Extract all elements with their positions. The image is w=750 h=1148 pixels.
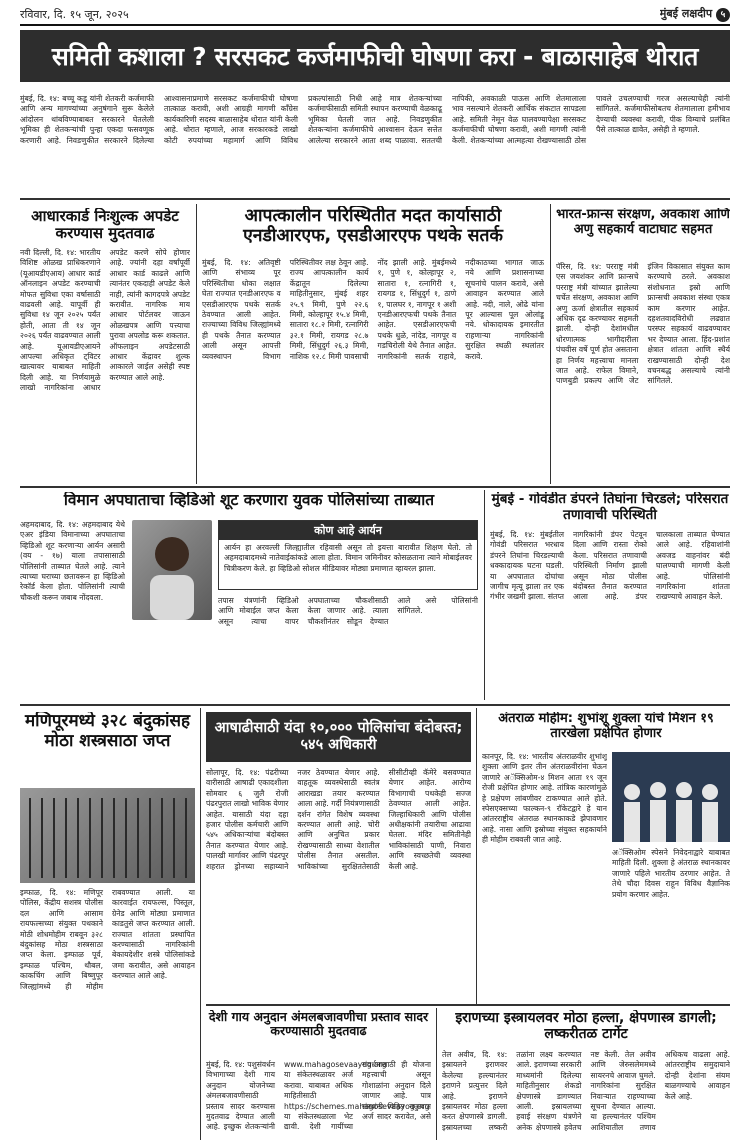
aryan-box [218, 520, 478, 590]
paper-title: मुंबई लक्षदीप [659, 7, 713, 20]
aadhaar-body: नवी दिल्ली, दि. १४: भारतीय विशिष्ट ओळख प्राधिकरणाने (यूआयडीएआय) आधार कार्ड ऑनलाइन अपडेट करण्याची मोफत सुविधा एका वर्षासाठी वाढवली आहे. यापूर्वी ही सुविधा १४ जून २०२५ पर्यंत होती, आता ती १४ जून २०२६ पर्यंत वाढवण्यात आली आहे. यूआयडीएआयने आपल्या अधिकृत ट्विटर खात्यावर याबाबत माहिती दिली आहे. या निर्णयामुळे लाखो नागरिकांना आधार अपडेट करणे सोपे होणार आहे. ज्यांनी दहा वर्षांपूर्वी आधार कार्ड काढले आणि त्यानंतर एकदाही अपडेट केले नाही, त्यांनी कागदपत्रे अपडेट करावीत. नागरिक माय आधार पोर्टलवर जाऊन ओळखपत्र आणि पत्त्याचा पुरावा अपलोड करू शकतात. ऑफलाइन अपडेटसाठी आधार केंद्रावर शुल्क आकारले जाईल असेही स्पष्ट करण्यात आले आहे. [20, 248, 190, 393]
cow-headline: देशी गाय अनुदान अंमलबजावणीचा प्रस्ताव सादर करण्यासाठी मुदतवाढ [208, 1010, 429, 1039]
shukla-headline: अंतराळ मोहीम: शुभांशू शुक्ला यांचे मिशन १९ तारखेला प्रक्षेपित होणार [498, 712, 714, 741]
govandi-body: मुंबई, दि. १४: मुंबईतील गोवंडी परिसरात भरधाव डंपरने तिघांना चिरडल्याची धक्कादायक घटना घडली. या अपघातात दोघांचा जागीच मृत्यू झाला तर एक गंभीर जखमी झाला. संतप्त नागरिकांनी डंपर पेटवून दिला आणि रास्ता रोको केला. परिसरात तणावाची परिस्थिती निर्माण झाली असून मोठा पोलीस बंदोबस्त तैनात करण्यात आला आहे. डंपर चालकाला ताब्यात घेण्यात आले आहे. रहिवाशांनी अवजड वाहनांवर बंदी घालण्याची मागणी केली आहे. पोलिसांनी नागरिकांना शांतता राखण्याचे आवाहन केले. [490, 530, 730, 602]
manipur-headline: मणिपूरमध्ये ३२८ बंदुकांसह मोठा शस्त्रसाठा जप्त [25, 712, 190, 751]
aryan-box-title: कोण आहे आर्यन [219, 521, 477, 540]
divider [196, 204, 197, 484]
aryan-photo [132, 520, 212, 620]
divider [484, 490, 485, 700]
shukla-body-2: अॅक्सिओम स्पेसने निवेदनाद्वारे याबाबत माहिती दिली. शुक्ला हे अंतराळ स्थानकावर जाणारे पहिले भारतीय ठरणार आहेत. ते तेथे चौदा दिवस राहून विविध वैज्ञानिक प्रयोग करणार आहेत. [612, 848, 730, 899]
divider [20, 486, 730, 488]
ashadhi-body: सोलापूर, दि. १४: पंढरीच्या वारीसाठी आषाढी एकादशीला सोमवार ६ जुलै रोजी पंढरपुरात लाखो भाविक येणार आहेत. यासाठी यंदा दहा हजार पोलीस कर्मचारी आणि ५४५ अधिकाऱ्यांचा बंदोबस्त तैनात करण्यात येणार आहे. पालखी मार्गावर आणि पंढरपूर शहरात ड्रोनच्या सहाय्याने नजर ठेवण्यात येणार आहे. वाहतूक व्यवस्थेसाठी स्वतंत्र आराखडा तयार करण्यात आला आहे. गर्दी नियंत्रणासाठी दर्शन रांगेत विशेष व्यवस्था करण्यात आली आहे. चोरी आणि अनुचित प्रकार रोखण्यासाठी साध्या वेशातील पोलीस तैनात असतील. भाविकांच्या सुरक्षिततेसाठी सीसीटीव्ही कॅमेरे बसवण्यात येणार आहेत. आरोग्य विभागाची पथकेही सज्ज ठेवण्यात आली आहेत. जिल्हाधिकारी आणि पोलीस अधीक्षकांनी तयारीचा आढावा घेतला. मंदिर समितीनेही भाविकांसाठी पाणी, निवारा आणि स्वच्छतेची व्यवस्था केली आहे. [206, 768, 471, 871]
aryan-box-body: आर्यन हा अरवल्ली जिल्ह्यातील रहिवासी असून तो इयत्ता बारावीत शिक्षण घेतो. तो अहमदाबादमध्ये नातेवाईकांकडे आला होता. विमान जमिनीवर कोसळताना त्याने मोबाईलवर चित्रीकरण केले. हा व्हिडिओ सोशल मीडियावर मोठ्या प्रमाणात व्हायरल झाला. [224, 543, 472, 573]
divider [20, 198, 730, 200]
divider [436, 1008, 437, 1140]
iran-body: तेल अवीव, दि. १४: इस्रायलने इराणवर केलेल्या हल्ल्यानंतर इराणने प्रत्युत्तर दिले आहे. इराणने इस्रायलवर मोठा हल्ला करत क्षेपणास्त्रे डागली. इस्रायलच्या लष्करी तळांना लक्ष्य करण्यात आले. इराणच्या सरकारी माध्यमांनी दिलेल्या माहितीनुसार शेकडो क्षेपणास्त्रे डागण्यात आली. इस्रायलच्या हवाई संरक्षण यंत्रणेने अनेक क्षेपणास्त्रे हवेतच नष्ट केली. तेल अवीव आणि जेरुसलेममध्ये सायरनचे आवाज घुमले. नागरिकांना सुरक्षित निवाऱ्यात राहण्याच्या सूचना देण्यात आल्या. या हल्ल्यानंतर पश्चिम आशियातील तणाव अधिकच वाढला आहे. आंतरराष्ट्रीय समुदायाने दोन्ही देशांना संयम बाळगण्याचे आवाहन केले आहे. [442, 1050, 730, 1132]
newspaper-name [660, 6, 730, 22]
govandi-headline: मुंबई - गोवंडीत डंपरने तिघांना चिरडले; परिसरात तणावाची परिस्थिती [491, 492, 729, 523]
divider [200, 708, 201, 1140]
video-headline: विमान अपघाताचा व्हिडिओ शूट करणारा युवक पोलिसांच्या ताब्यात [63, 492, 435, 509]
issue-date: रविवार, दि. १५ जून, २०२५ [20, 8, 129, 21]
divider [20, 704, 730, 706]
video-body: अहमदाबाद, दि. १४: अहमदाबाद येथे एअर इंडिया विमानाच्या अपघाताचा व्हिडिओ शूट करणाऱ्या आर्यन असारी (वय - १७) याला तपासासाठी पोलिसांनी ताब्यात घेतले आहे. त्याने त्याच्या घराच्या छतावरून हा व्हिडिओ रेकॉर्ड केला होता. पोलिसांनी त्याची चौकशी करून जबाब नोंदवला. [20, 520, 125, 602]
manipur-body: इम्फाळ, दि. १४: मणिपूर पोलिस, केंद्रीय सशस्त्र पोलीस दल आणि आसाम रायफल्सच्या संयुक्त पथकाने मोठी शोधमोहीम राबवून ३२८ बंदुकांसह मोठा शस्त्रसाठा जप्त केला. इम्फाळ पूर्व, इम्फाळ पश्चिम, थौबल, काकचिंग आणि बिष्णुपूर जिल्ह्यांमध्ये ही मोहीम राबवण्यात आली. या कारवाईत रायफल्स, पिस्तूल, ग्रेनेड आणि मोठ्या प्रमाणात काडतुसे जप्त करण्यात आली. राज्यात शांतता प्रस्थापित करण्यासाठी नागरिकांनी बेकायदेशीर शस्त्रे पोलिसांकडे जमा करावीत, असे आवाहन करण्यात आले आहे. [20, 888, 195, 991]
weapons-photo [20, 788, 195, 883]
ndrf-body: मुंबई, दि. १४: अतिवृष्टी आणि संभाव्य पूर परिस्थितीचा धोका लक्षात घेता राज्यात एनडीआरएफ व एसडीआरएफ पथके सतर्क ठेवण्यात आली आहेत. राज्याच्या विविध जिल्ह्यांमध्ये ही पथके तैनात करण्यात आली असून आपत्ती व्यवस्थापन विभाग परिस्थितीवर लक्ष ठेवून आहे. राज्य आपत्कालीन कार्य केंद्रातून दिलेल्या माहितीनुसार, मुंबई शहर २५.९ मिमी, पुणे २२.६ मिमी, कोल्हापूर १५.४ मिमी, सातारा १८.२ मिमी, रत्नागिरी ३२.१ मिमी, रायगड २८.७ मिमी, सिंधुदुर्ग २६.३ मिमी, नाशिक १२.८ मिमी पावसाची नोंद झाली आहे. मुंबईमध्ये १, पुणे १, कोल्हापूर २, सातारा १, रत्नागिरी १, रायगड १, सिंधुदुर्ग १, ठाणे १, पालघर १, नागपूर १ अशी एनडीआरएफची पथके तैनात आहेत. एसडीआरएफची पथके धुळे, नांदेड, नागपूर व गडचिरोली येथे तैनात आहेत. नागरिकांनी सतर्क राहावे, नदीकाठच्या भागात जाऊ नये आणि प्रशासनाच्या सूचनांचे पालन करावे, असे आवाहन करण्यात आले आहे. नदी, नाले, ओढे यांना पूर आल्यास पूल ओलांडू नये. धोकादायक इमारतीत राहणाऱ्या नागरिकांनी सुरक्षित स्थळी स्थलांतर करावे. [202, 258, 544, 361]
iran-headline: इराणच्या इस्त्रायलवर मोठा हल्ला, क्षेपणास्त्र डागली; लष्करीतळ टार्गेट [455, 1010, 717, 1043]
lead-headline: समिती कशाला ? सरसकट कर्जमाफीची घोषणा करा - बाळासाहेब थोरात [20, 30, 730, 82]
france-body: पॅरिस, दि. १४: परराष्ट्र मंत्री एस जयशंकर आणि फ्रान्सचे परराष्ट्र मंत्री यांच्यात झालेल्या चर्चेत संरक्षण, अवकाश आणि अणु ऊर्जा क्षेत्रातील सहकार्य अधिक दृढ करण्यावर सहमती झाली. दोन्ही देशांमधील धोरणात्मक भागीदारीला पंचवीस वर्षे पूर्ण होत असताना हा निर्णय महत्त्वाचा मानला जात आहे. राफेल विमाने, पाणबुडी प्रकल्प आणि जेट इंजिन विकासात संयुक्त काम करण्याचे ठरले. अवकाश संशोधनात इस्रो आणि फ्रान्सची अवकाश संस्था एकत्र काम करणार आहेत. दहशतवादविरोधी लढ्यात परस्पर सहकार्य वाढवण्यावर भर देण्यात आला. हिंद-प्रशांत क्षेत्रात शांतता आणि स्थैर्य राखण्यासाठी दोन्ही देश वचनबद्ध असल्याचे त्यांनी सांगितले. [556, 262, 730, 386]
page-number: ५ [716, 8, 730, 22]
top-rule [20, 24, 730, 26]
video-body-2: तपास यंत्रणांनी व्हिडिओ आणि मोबाईल जप्त केला असून त्याचा वापर अपघाताच्या चौकशीसाठी केला जाणार आहे. त्याला चौकशीनंतर सोडून देण्यात आले असे पोलिसांनी सांगितले. [218, 596, 478, 626]
divider [476, 708, 477, 1004]
ndrf-headline: आपत्कालीन परिस्थितीत मदत कार्यासाठी एनडीआरएफ, एसडीआरएफ पथके सतर्क [243, 206, 503, 247]
divider [206, 1004, 730, 1006]
astronauts-photo [612, 752, 730, 842]
shukla-body: कानपूर, दि. १४: भारतीय अंतराळवीर शुभांशू शुक्ला आणि इतर तीन अंतराळवीरांना घेऊन जाणारे अॅक्सिओम-४ मिशन आता १९ जून रोजी प्रक्षेपित होणार आहे. तांत्रिक कारणांमुळे हे प्रक्षेपण लांबणीवर टाकण्यात आले होते. स्पेसएक्सच्या फाल्कन-९ रॉकेटद्वारे हे यान आंतरराष्ट्रीय अंतराळ स्थानकाकडे झेपावणार आहे. नासा आणि इस्रोच्या संयुक्त सहकार्याने ही मोहीम राबवली जात आहे. [482, 752, 607, 845]
france-headline: भारत-फ्रान्स संरक्षण, अवकाश आणि अणु सहकार्य वाटाघाट सहमत [556, 208, 730, 237]
divider [550, 204, 551, 484]
cow-body: मुंबई, दि. १४: पशुसंवर्धन विभागाच्या देशी गाय अनुदान योजनेच्या अंमलबजावणीसाठी प्रस्ताव सादर करण्यास मुदतवाढ देण्यात आली आहे. इच्छुक शेतकऱ्यांनी www.mahagosevaayog.org या संकेतस्थळावर अर्ज करावा. याबाबत अधिक माहितीसाठी https://schemes.mahagosevaayog.org या संकेतस्थळाला भेट द्यावी. देशी गायींच्या संवर्धनासाठी ही योजना महत्त्वाची असून गोशाळांना अनुदान दिले जाणार आहे. पात्र संस्थांनी विहित नमुन्यात अर्ज सादर करावेत, असे [206, 1060, 431, 1132]
lead-body: मुंबई, दि. १४: बच्चू कडू यांनी शेतकरी कर्जमाफी आणि अन्य मागण्यांच्या अनुषंगाने सुरू केलेले आंदोलन थांबविण्याबाबत सरकारने घेतलेली भूमिका ही शेतकऱ्यांची पुन्हा एकदा फसवणूक करणारी आहे. निवडणुकीत सरकारने दिलेल्या आश्वासनाप्रमाणे सरसकट कर्जमाफीची घोषणा तात्काळ करावी, अशी आग्रही मागणी काँग्रेस कार्यकारिणी सदस्य बाळासाहेब थोरात यांनी केली आहे. थोरात म्हणाले, आज सरकारकडे लाखो कोटी रुपयांच्या महामार्ग आणि विविध प्रकल्पांसाठी निधी आहे मात्र शेतकऱ्यांच्या कर्जमाफीसाठी समिती स्थापन करण्याची वेळकाढू भूमिका घेतली जात आहे. निवडणुकीत शेतकऱ्यांना कर्जमाफीचे आश्वासन देऊन सत्तेत आलेल्या सरकारने आता शब्द पाळावा. सततची नापिकी, अवकाळी पाऊस आणि शेतमालाला भाव नसल्याने शेतकरी आर्थिक संकटात सापडला आहे. समिती नेमून वेळ घालवण्यापेक्षा सरसकट कर्जमाफीची घोषणा करावी, अशी मागणी त्यांनी केली. शेतकऱ्यांच्या आत्महत्या रोखण्यासाठी ठोस पावले उचलण्याची गरज असल्याचेही त्यांनी सांगितले. कर्जमाफीसोबतच शेतमालाला हमीभाव देण्याची व्यवस्था करावी, पीक विम्याचे प्रलंबित पैसे तात्काळ द्यावेत, असेही ते म्हणाले. [20, 94, 730, 145]
aadhaar-headline: आधारकार्ड निःशुल्क अपडेट करण्यास मुदतवाढ [31, 208, 179, 243]
ashadhi-headline: आषाढीसाठी यंदा १०,००० पोलिसांचा बंदोबस्त; ५४५ अधिकारी [206, 712, 471, 762]
